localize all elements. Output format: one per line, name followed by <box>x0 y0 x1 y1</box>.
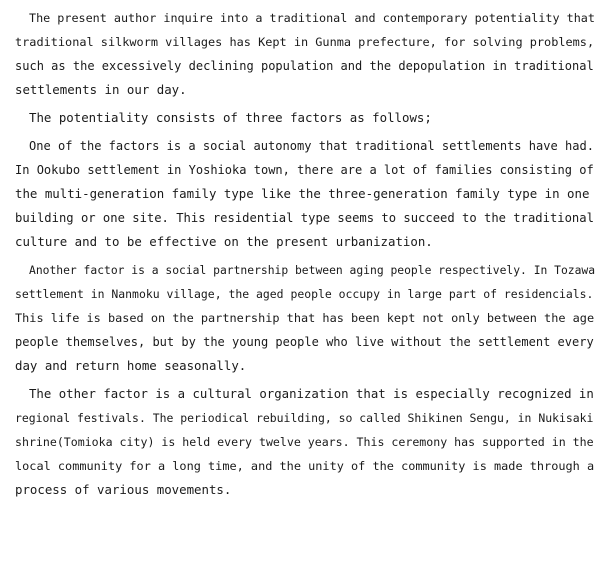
text-line: The present author inquire into a traditional and contemporary potentiality that <box>29 11 595 25</box>
text-line: regional festivals. The periodical rebuilding, so called Shikinen Sengu, in Nukisaki <box>15 411 594 425</box>
text-line: traditional silkworm villages has Kept in Gunma prefecture, for solving problems, <box>15 35 595 49</box>
text-line: the multi-generation family type like the three-generation family type in one <box>15 186 590 201</box>
text-line: The other factor is a cultural organization that is especially recognized in <box>29 387 594 401</box>
text-line: local community for a long time, and the unity of the community is made through a <box>15 459 595 473</box>
paragraph-factor-one <box>15 134 594 254</box>
text-line: such as the excessively declining population and the depopulation in traditional <box>15 59 594 73</box>
text-line: The potentiality consists of three factors as follows; <box>29 110 432 125</box>
paragraph-factor-three <box>15 382 595 502</box>
text-line: One of the factors is a social autonomy that traditional settlements have had. <box>29 139 594 153</box>
text-line: settlement in Nanmoku village, the aged people occupy in large part of residencials. <box>15 287 594 301</box>
text-line: building or one site. This residential type seems to succeed to the traditional <box>15 211 594 225</box>
text-line: people themselves, but by the young people who live without the settlement every <box>15 335 594 349</box>
paragraph-potentiality <box>15 106 590 130</box>
text-line: culture and to be effective on the present urbanization. <box>15 234 433 249</box>
text-line: day and return home seasonally. <box>15 358 247 373</box>
paragraph-intro <box>15 6 595 102</box>
paragraph-factor-two <box>15 258 596 378</box>
text-line: settlements in our day. <box>15 82 187 97</box>
text-line: process of various movements. <box>15 482 232 497</box>
text-line: Another factor is a social partnership between aging people respectively. In Tozawa <box>29 263 596 277</box>
text-line: shrine(Tomioka city) is held every twelve years. This ceremony has supported in the <box>15 435 594 449</box>
text-line: In Ookubo settlement in Yoshioka town, there are a lot of families consisting of <box>15 163 594 177</box>
text-line: This life is based on the partnership that has been kept not only between the age <box>15 311 595 325</box>
